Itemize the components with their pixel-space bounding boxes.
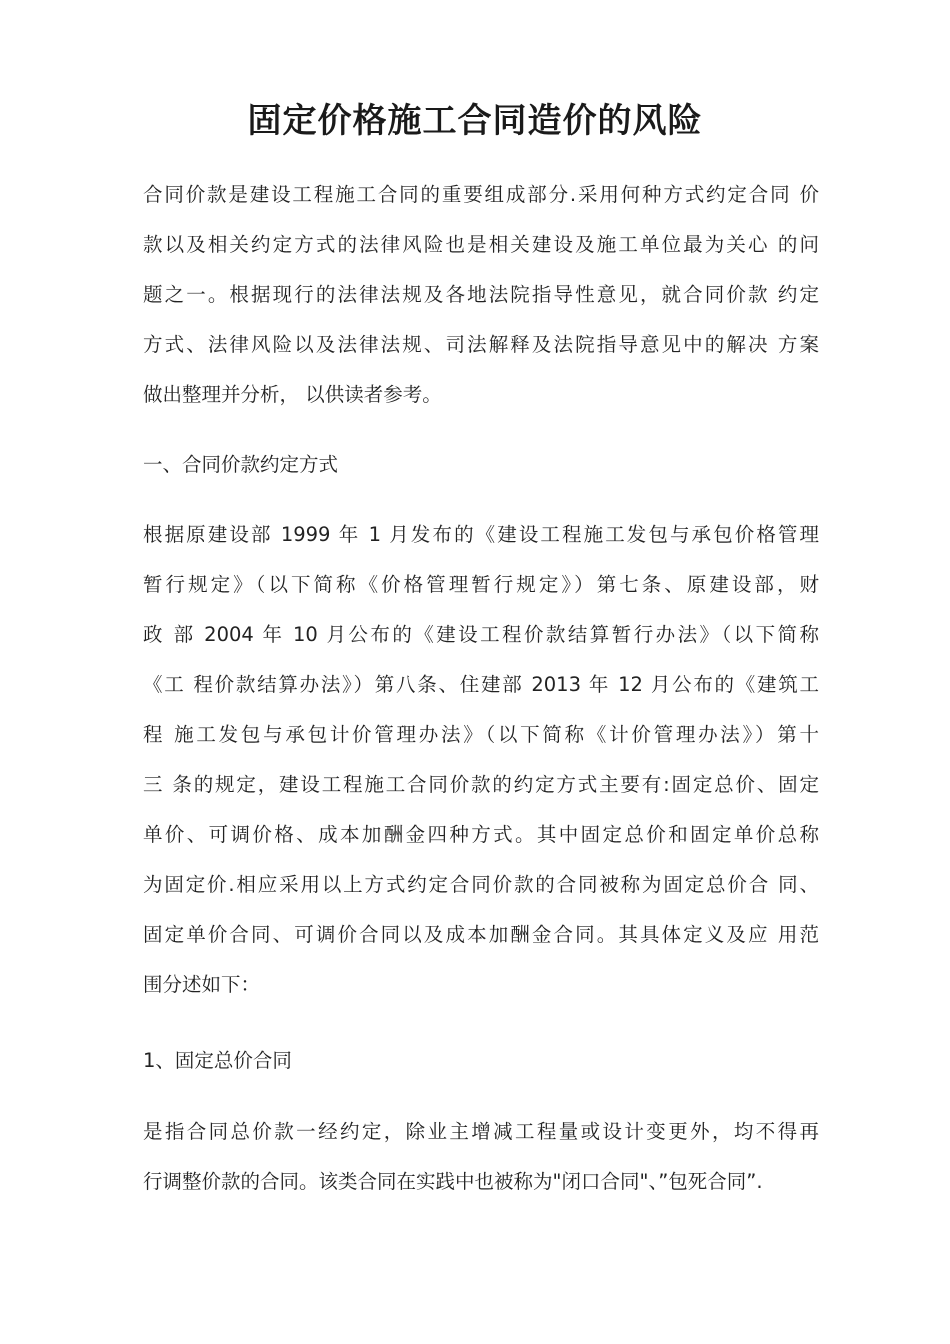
paragraph-line: 固定单价合同、可调价合同以及成本加酬金合同。其具体定义及应 用范 [143, 923, 819, 946]
paragraph-pricing-methods [143, 510, 819, 1010]
paragraph-fixed-total-price [143, 1107, 819, 1207]
document-title: 固定价格施工合同造价的风险 [247, 101, 703, 141]
paragraph-line: 政 部 2004 年 10 月公布的《建设工程价款结算暂行办法》（以下简称 [143, 623, 819, 646]
section-heading-pricing-methods: 一、合同价款约定方式 [143, 453, 339, 476]
paragraph-line: 是指合同总价款一经约定，除业主增减工程量或设计变更外，均不得再 [143, 1120, 819, 1143]
paragraph-line: 行调整价款的合同。该类合同在实践中也被称为"闭口合同"、”包死合同”. [143, 1170, 763, 1193]
paragraph-line: 题之一。根据现行的法律法规及各地法院指导性意见，就合同价款 约定 [143, 283, 819, 306]
paragraph-line: 围分述如下： [143, 973, 261, 996]
paragraph-line: 方式、法律风险以及法律法规、司法解释及法院指导意见中的解决 方案 [143, 333, 819, 356]
paragraph-line: 根据原建设部 1999 年 1 月发布的《建设工程施工发包与承包价格管理 [143, 523, 819, 546]
paragraph-line: 做出整理并分析， 以供读者参考。 [143, 383, 442, 406]
paragraph-intro [143, 170, 819, 420]
paragraph-line: 三 条的规定，建设工程施工合同价款的约定方式主要有:固定总价、固定 [143, 773, 819, 796]
paragraph-line: 《工 程价款结算办法》）第八条、住建部 2013 年 12 月公布的《建筑工 [143, 673, 819, 696]
paragraph-line: 单价、可调价格、成本加酬金四种方式。其中固定总价和固定单价总称 [143, 823, 819, 846]
paragraph-line: 款以及相关约定方式的法律风险也是相关建设及施工单位最为关心 的问 [143, 233, 819, 256]
section-heading-fixed-total-price: 1、固定总价合同 [143, 1049, 292, 1072]
paragraph-line: 合同价款是建设工程施工合同的重要组成部分.采用何种方式约定合同 价 [143, 183, 819, 206]
paragraph-line: 暂行规定》（以下简称《价格管理暂行规定》）第七条、原建设部，财 [143, 573, 819, 596]
paragraph-line: 程 施工发包与承包计价管理办法》（以下简称《计价管理办法》）第十 [143, 723, 819, 746]
paragraph-line: 为固定价.相应采用以上方式约定合同价款的合同被称为固定总价合 同、 [143, 873, 819, 896]
